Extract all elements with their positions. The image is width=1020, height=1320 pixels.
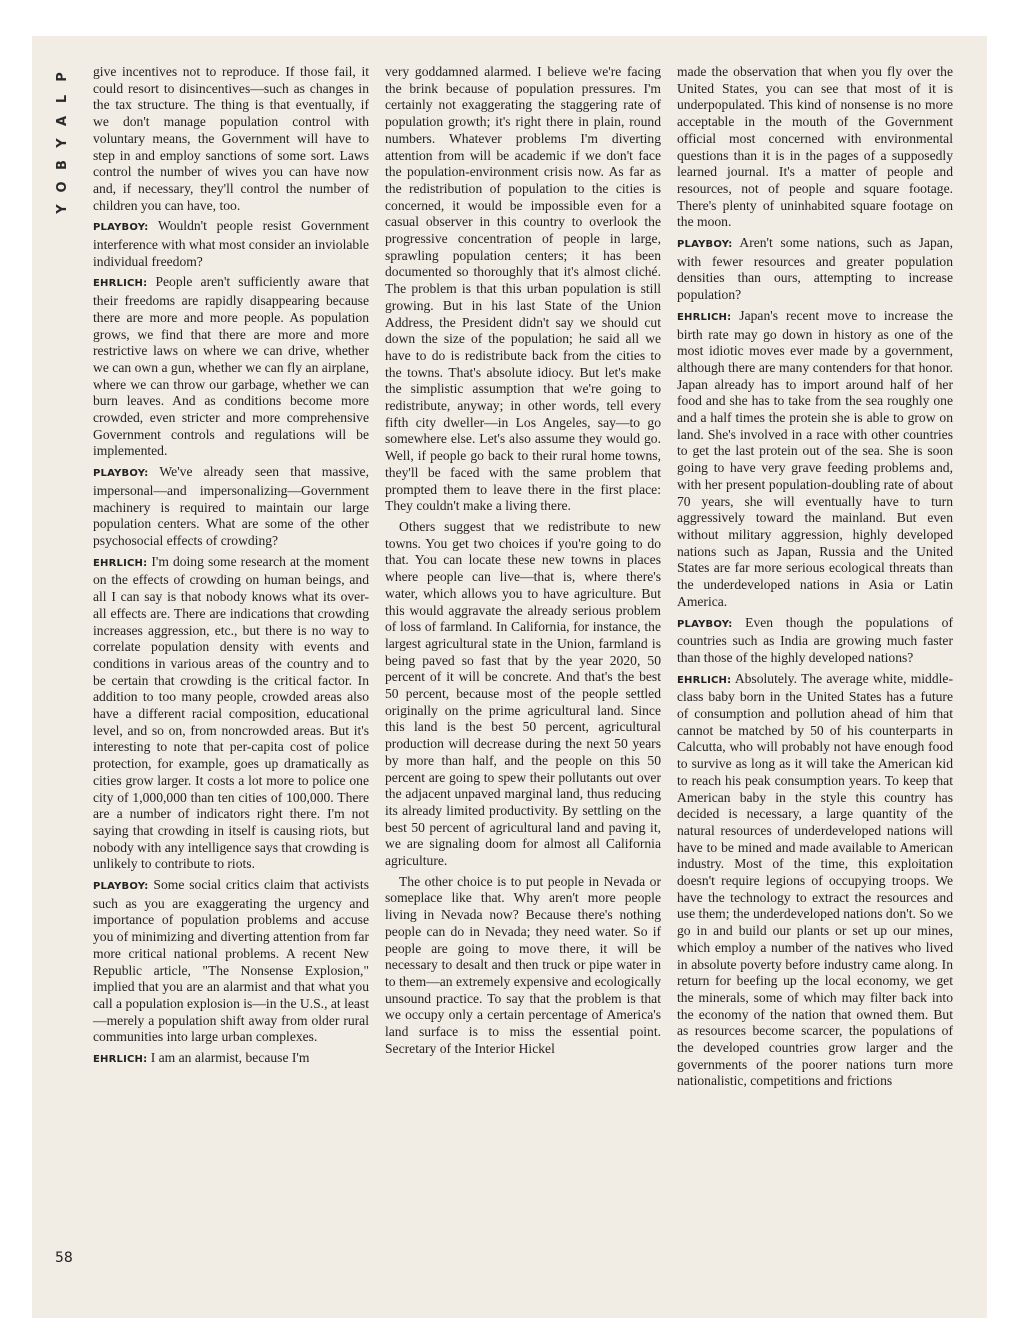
paragraph-text: very goddamned alarmed. I believe we're facing the brink because of population pressures. I'm certainly not exaggerating the staggering rate of population growth; it's right there in plain, round numbers. Whatever problems I'm diverting attention from will be academic if we don't face the population-environment crisis now. As far as the redistribution of population to the cities is concerned, it would be impossible even for a casual observer in this country to overlook the progressive concentration of people in large, sprawling population centers; it has been documented so thoroughly that it's almost cliché. The problem is that this urban population is still growing. But in his last State of the Union Address, the President didn't say we should cut down the size of the population; he said all we have to do is redistribute back from the cities to the towns. That's absolute idiocy. But let's make the simplistic assumption that we're going to redistribute, anyway; in other words, tell every fifth city dweller—in Los Angeles, say—to go somewhere else. Let's also assume they would go. Well, if people go back to their rural home towns, they'll be faced with the same problem that prompted them to leave there in the first place: They couldn't make a living there. [385, 64, 661, 514]
paragraph [677, 671, 953, 1091]
paragraph [677, 235, 953, 304]
title-letter: A [55, 115, 70, 127]
title-letter: B [55, 160, 70, 170]
paragraph [93, 218, 369, 270]
paragraph-text: Japan's recent move to increase the birth rate may go down in history as one of the most idiotic moves ever made by a government, although there are many contenders for that honor. Japan already has to import around half of her food and she has to take from the sea roughly one and a half times the protein she is able to grow on land. She's involved in a race with other countries to get the last protein out of the sea. She is soon going to have very grave feeding problems and, with her present population-doubling rate of about 70 years, she will eventually have to turn aggressively toward the mainland. But even without military aggression, highly developed nations such as Japan, Russia and the United States are far more serious ecological threats than the underdeveloped nations in Asia or Latin America. [677, 307, 953, 609]
speaker-label: PLAYBOY: [93, 468, 149, 480]
title-letter: P [55, 72, 70, 82]
paragraph-text: Others suggest that we redistribute to new towns. You get two choices if you're going to do that. You can locate these new towns in places where people can live—that is, where there's water, which allows you to have agriculture. But this would aggravate the already serious problem of loss of farmland. In California, for instance, the largest agricultural state in the Union, farmland is being paved so fast that by the year 2020, 50 percent of it will be concrete. And that's the best 50 percent, because most of the people settled originally on the prime agricultural land. Since this land is the best 50 percent, agricultural production will decrease during the next 50 years by more than half, and the people on this 50 percent are going to spew their pollutants out over the adjacent unpaved marginal land, thus reducing its already limited productivity. By settling on the best 50 percent of agricultural land and paving it, we are signaling doom for almost all California agriculture. [385, 518, 661, 869]
paragraph [93, 554, 369, 873]
paragraph-text: Some social critics claim that activists such as you are exaggerating the urgency and importance of population problems and accuse you of minimizing and diverting attention from far more critical national problems. A recent New Republic article, "The Nonsense Explosion," implied that you are an alarmist and that what you call a population explosion is—in the U.S., at least—merely a population shift away from older rural communities into large urban complexes. [93, 877, 369, 1045]
paragraph-text: Aren't some nations, such as Japan, with fewer resources and greater population densities than ours, attempting to increase population? [677, 235, 953, 303]
paragraph [385, 64, 661, 515]
paragraph [93, 1050, 369, 1069]
paragraph [385, 874, 661, 1058]
paragraph [93, 877, 369, 1046]
paragraph-text: Even though the populations of countries such as India are growing much faster than those of the highly developed nations? [677, 614, 953, 665]
paragraph-text: I'm doing some research at the moment on the effects of crowding on human beings, and all I can say is that nobody knows what its over-all effects are. There are indications that crowding increases aggression, etc., but there is no way to correlate population density with events and conditions in various areas of the country and to be certain that crowding is the critical factor. In addition to too many people, crowded areas also have a different racial composition, educational level, and so on, from noncrowded areas. But it's interesting to note that per-capita cost of police protection, for example, goes up dramatically as cities grow larger. It costs a lot more to police one city of 1,000,000 than ten cities of 100,000. There are a number of indicators right there. I'm not saying that crowding in itself is causing riots, but nobody with any intelligence says that crowding is unlikely to contribute to riots. [93, 553, 370, 872]
speaker-label: PLAYBOY: [93, 881, 149, 893]
magazine-running-title [55, 66, 71, 220]
paragraph-text: I am an alarmist, because I'm [150, 1050, 310, 1066]
speaker-label: EHRLICH: [93, 278, 148, 290]
paragraph [93, 464, 369, 550]
paragraph [677, 615, 953, 667]
title-letter: Y [55, 204, 70, 214]
text-column-2 [385, 64, 661, 1057]
speaker-label: EHRLICH: [93, 1054, 148, 1066]
speaker-label: PLAYBOY: [677, 239, 733, 251]
paragraph-text: Absolutely. The average white, middle-class baby born in the United States has a future of consumption and pollution ahead of him that cannot be matched by 50 of his counterparts in Calcutta, who will probably not have enough food to survive as long as it will take the American kid to reach his peak consumption years. To keep that American baby in the style this country has decided is necessary, a large quantity of the natural resources of underdeveloped nations will have to be mined and made available to American industry. Most of the time, this exploitation doesn't require legions of occupying troops. We have the technology to extract the resources and use them; the underdeveloped nations don't. So we go in and build our plants or set up our mines, which employ a number of the natives who lived in absolute poverty before industry came along. In return for beefing up the local economy, we get the minerals, some of which may filter back into the economy of the nation that owned them. But as resources become scarcer, the populations of the developed countries grow larger and the governments of the poorer nations turn more nationalistic, competitions and frictions [677, 670, 953, 1089]
speaker-label: PLAYBOY: [93, 222, 149, 234]
paragraph [385, 519, 661, 870]
paragraph-text: People aren't sufficiently aware that their freedoms are rapidly disappearing because there are more and more people. As population grows, we find that there are more and more restrictive laws on where we can drive, whether we can own a gun, whether we can fly an airplane, where we can throw our garbage, whether we can burn leaves. And as conditions become more crowded, even stricter and more comprehensive Government controls and regulations will be implemented. [93, 274, 369, 459]
paragraph-text: We've already seen that massive, impersonal—and impersonalizing—Government machinery is required to maintain our large population centers. What are some of the other psychosocial effects of crowding? [93, 464, 369, 548]
speaker-label: EHRLICH: [677, 311, 732, 323]
page-number: 58 [55, 1250, 73, 1266]
paragraph-text: Wouldn't people resist Government interference with what most consider an inviolable individual freedom? [93, 218, 369, 269]
paragraph-text: made the observation that when you fly over the United States, you can see that most of it is underpopulated. This kind of nonsense is no more acceptable in the mouth of the Government official most concerned with environmental questions than it is in the pages of a supposedly learned journal. It's a matter of people and resources, not of people and square footage. There's plenty of uninhabited square footage on the moon. [677, 64, 953, 230]
speaker-label: EHRLICH: [93, 557, 148, 569]
text-column-1 [93, 64, 369, 1069]
paragraph [93, 64, 369, 214]
paragraph-text: give incentives not to reproduce. If those fail, it could resort to disincentives—such as changes in the tax structure. The thing is that eventually, if we don't manage population control with voluntary means, the Government will have to step in and employ sanctions of some sort. Laws control the number of wives you can have now and, if necessary, they'll control the number of children you can have, too. [93, 64, 369, 213]
title-letter: O [55, 181, 70, 193]
text-column-3 [677, 64, 953, 1090]
paragraph [677, 308, 953, 611]
paragraph [677, 64, 953, 231]
title-letter: Y [55, 138, 70, 148]
paragraph-text: The other choice is to put people in Nevada or someplace like that. Why aren't more people living in Nevada now? Because there's nothing people can do in Nevada; they need water. So if people are going to move there, it will be necessary to desalt and then truck or pipe water in to them—an extremely expensive and ecologically unsound practice. To say that the problem is that we occupy only a certain percentage of America's land surface is to miss the essential point. Secretary of the Interior Hickel [385, 873, 661, 1056]
title-letter: L [55, 94, 70, 104]
speaker-label: EHRLICH: [677, 674, 732, 686]
paragraph [93, 274, 369, 460]
speaker-label: PLAYBOY: [677, 618, 733, 630]
